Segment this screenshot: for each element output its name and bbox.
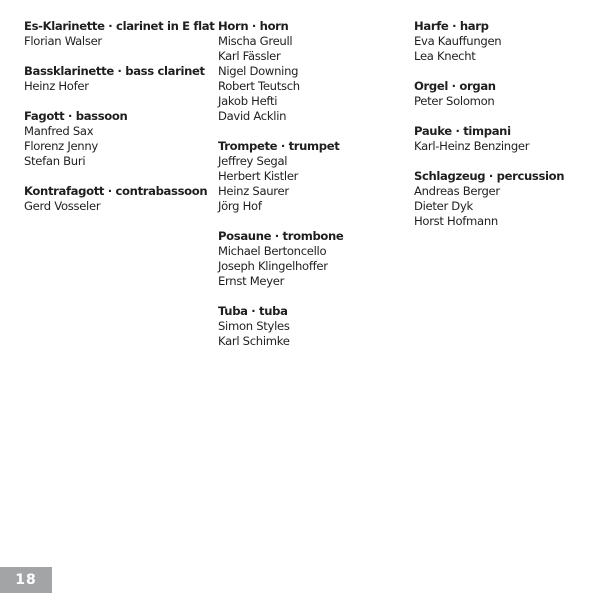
musician-name: Gerd Vosseler xyxy=(24,199,101,213)
instrument-section xyxy=(414,79,594,109)
musician-name: Nigel Downing xyxy=(218,64,299,78)
instrument-section xyxy=(24,64,209,94)
musician-list xyxy=(218,34,403,124)
musician-name: Simon Styles xyxy=(218,319,290,333)
section-title: Posaune · trombone xyxy=(218,229,344,243)
musician-list xyxy=(414,34,594,64)
musician-name: Joseph Klingelhoffer xyxy=(218,259,328,273)
page-number-badge: 18 xyxy=(0,567,52,593)
section-title: Trompete · trumpet xyxy=(218,139,340,153)
musician-name: Horst Hofmann xyxy=(414,214,498,228)
instrument-section xyxy=(218,304,403,349)
musician-list xyxy=(414,184,594,229)
musician-list xyxy=(218,154,403,214)
section-title: Orgel · organ xyxy=(414,79,496,93)
musician-list xyxy=(414,94,594,109)
musician-name: Michael Bertoncello xyxy=(218,244,327,258)
musician-name: David Acklin xyxy=(218,109,287,123)
musician-name: Andreas Berger xyxy=(414,184,500,198)
musician-name: Herbert Kistler xyxy=(218,169,299,183)
musician-name: Heinz Saurer xyxy=(218,184,289,198)
instrument-section xyxy=(24,19,215,49)
section-title: Horn · horn xyxy=(218,19,289,33)
musician-name: Florian Walser xyxy=(24,34,102,48)
section-title: Es-Klarinette · clarinet in E flat xyxy=(24,19,215,33)
musician-list xyxy=(218,244,403,289)
musician-name: Jörg Hof xyxy=(218,199,262,213)
roster-column-2 xyxy=(218,19,403,364)
section-title: Fagott · bassoon xyxy=(24,109,128,123)
musician-list xyxy=(24,199,209,214)
roster-column-1 xyxy=(24,19,215,229)
section-title: Harfe · harp xyxy=(414,19,489,33)
instrument-section xyxy=(218,139,403,214)
musician-name: Stefan Buri xyxy=(24,154,86,168)
musician-name: Karl Fässler xyxy=(218,49,281,63)
musician-name: Lea Knecht xyxy=(414,49,476,63)
musician-list xyxy=(218,319,403,349)
musician-list xyxy=(24,124,209,169)
instrument-section xyxy=(218,229,403,289)
section-title: Kontrafagott · contrabassoon xyxy=(24,184,208,198)
musician-name: Mischa Greull xyxy=(218,34,293,48)
musician-name: Robert Teutsch xyxy=(218,79,300,93)
section-title: Pauke · timpani xyxy=(414,124,511,138)
musician-name: Ernst Meyer xyxy=(218,274,285,288)
musician-name: Jakob Hefti xyxy=(218,94,278,108)
musician-name: Dieter Dyk xyxy=(414,199,473,213)
section-title: Tuba · tuba xyxy=(218,304,288,318)
instrument-section xyxy=(414,169,594,229)
musician-list xyxy=(24,79,209,94)
musician-name: Eva Kauffungen xyxy=(414,34,502,48)
instrument-section xyxy=(24,184,209,214)
instrument-section xyxy=(24,109,209,169)
roster-column-3 xyxy=(414,19,594,244)
section-title: Bassklarinette · bass clarinet xyxy=(24,64,205,78)
musician-name: Karl-Heinz Benzinger xyxy=(414,139,530,153)
musician-name: Florenz Jenny xyxy=(24,139,98,153)
instrument-section xyxy=(414,19,594,64)
musician-name: Jeffrey Segal xyxy=(218,154,288,168)
musician-name: Peter Solomon xyxy=(414,94,495,108)
musician-list xyxy=(414,139,594,154)
section-title: Schlagzeug · percussion xyxy=(414,169,565,183)
instrument-section xyxy=(414,124,594,154)
musician-name: Heinz Hofer xyxy=(24,79,89,93)
musician-name: Karl Schimke xyxy=(218,334,290,348)
musician-list xyxy=(24,34,209,49)
instrument-section xyxy=(218,19,403,124)
musician-name: Manfred Sax xyxy=(24,124,94,138)
